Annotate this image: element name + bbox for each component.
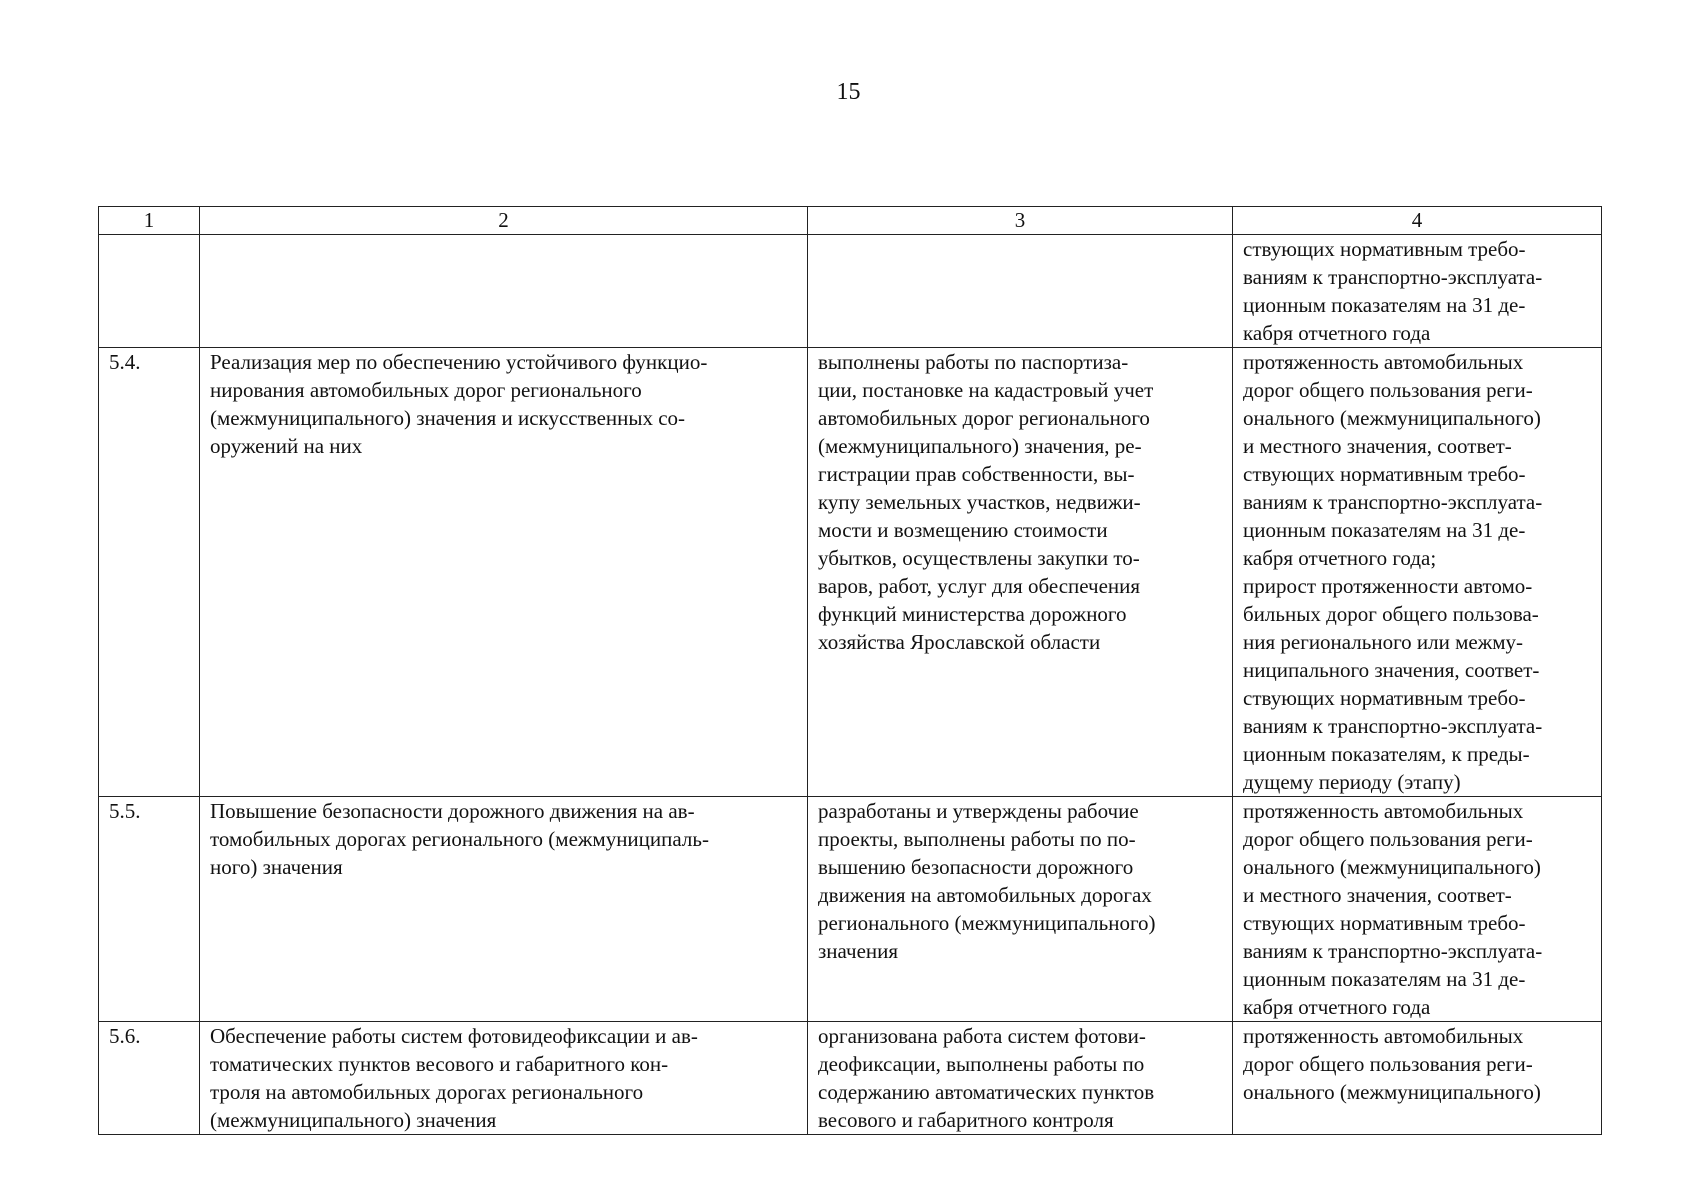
activity-cell xyxy=(200,235,808,348)
activity-text: Реализация мер по обеспечению устойчивого функцио- нирования автомобильных дорог регионального (межмуниципального) значения и искусственных со- оружений на них xyxy=(210,350,708,458)
page-number: 15 xyxy=(836,79,861,105)
activity-cell xyxy=(200,348,808,797)
column-header-3: 3 xyxy=(808,207,1233,235)
table-header xyxy=(99,207,1602,235)
row-number: 5.6. xyxy=(99,1022,200,1135)
indicator-cell xyxy=(1233,235,1602,348)
column-header-2: 2 xyxy=(200,207,808,235)
result-cell xyxy=(808,797,1233,1022)
result-cell xyxy=(808,1022,1233,1135)
result-text: разработаны и утверждены рабочие проекты, выполнены работы по по- вышению безопасности дорожного движения на автомобильных дорогах регионального (межмуниципального) значения xyxy=(818,799,1156,963)
result-text: выполнены работы по паспортиза- ции, постановке на кадастровый учет автомобильных дорог регионального (межмуниципального) значения, ре- гистрации прав собственности, вы- купу земельных участков, недвижи- мости и возмещению стоимости убытков, осуществлены закупки то- варов, работ, услуг для обеспечения функций министерства дорожного хозяйства Ярославской области xyxy=(818,350,1154,654)
column-header-4: 4 xyxy=(1233,207,1602,235)
result-text: организована работа систем фотови- деофиксации, выполнены работы по содержанию автоматических пунктов весового и габаритного контроля xyxy=(818,1024,1155,1132)
activity-cell xyxy=(200,797,808,1022)
column-header-1: 1 xyxy=(99,207,200,235)
table-row-5-5 xyxy=(99,797,1602,1022)
indicator-text: протяженность автомобильных дорог общего пользования реги- онального (межмуниципального) и местного значения, соответ- ствующих нормативным требо- ваниям к транспортно-эксплуата- ционным показателям на 31 де- кабря отчетного года; прирост протяженности автомо- бильных дорог общего пользова- ния регионального или межму- ниципального значения, соответ- ствующих нормативным требо- ваниям к транспортно-эксплуата- ционным показателям, к преды- дущему периоду (этапу) xyxy=(1243,350,1543,794)
activity-cell xyxy=(200,1022,808,1135)
indicator-cell xyxy=(1233,348,1602,797)
activity-text: Повышение безопасности дорожного движения на ав- томобильных дорогах регионального (межмуниципаль- ного) значения xyxy=(210,799,709,879)
table-row-continuation xyxy=(99,235,1602,348)
document-table-wrapper xyxy=(98,206,1602,1135)
indicator-text: ствующих нормативным требо- ваниям к транспортно-эксплуата- ционным показателям на 31 де- кабря отчетного года xyxy=(1243,237,1543,345)
table-body xyxy=(99,235,1602,1135)
indicator-cell xyxy=(1233,1022,1602,1135)
row-number xyxy=(99,235,200,348)
document-table xyxy=(98,206,1602,1135)
indicator-text: протяженность автомобильных дорог общего пользования реги- онального (межмуниципального) xyxy=(1243,1024,1541,1104)
table-row-5-6 xyxy=(99,1022,1602,1135)
indicator-text: протяженность автомобильных дорог общего пользования реги- онального (межмуниципального) и местного значения, соответ- ствующих нормативным требо- ваниям к транспортно-эксплуата- ционным показателям на 31 де- кабря отчетного года xyxy=(1243,799,1543,1019)
table-row-5-4 xyxy=(99,348,1602,797)
table-header-row xyxy=(99,207,1602,235)
row-number: 5.4. xyxy=(99,348,200,797)
result-cell xyxy=(808,235,1233,348)
activity-text: Обеспечение работы систем фотовидеофиксации и ав- томатических пунктов весового и габаритного кон- троля на автомобильных дорогах регионального (межмуниципального) значения xyxy=(210,1024,698,1132)
row-number: 5.5. xyxy=(99,797,200,1022)
indicator-cell xyxy=(1233,797,1602,1022)
result-cell xyxy=(808,348,1233,797)
